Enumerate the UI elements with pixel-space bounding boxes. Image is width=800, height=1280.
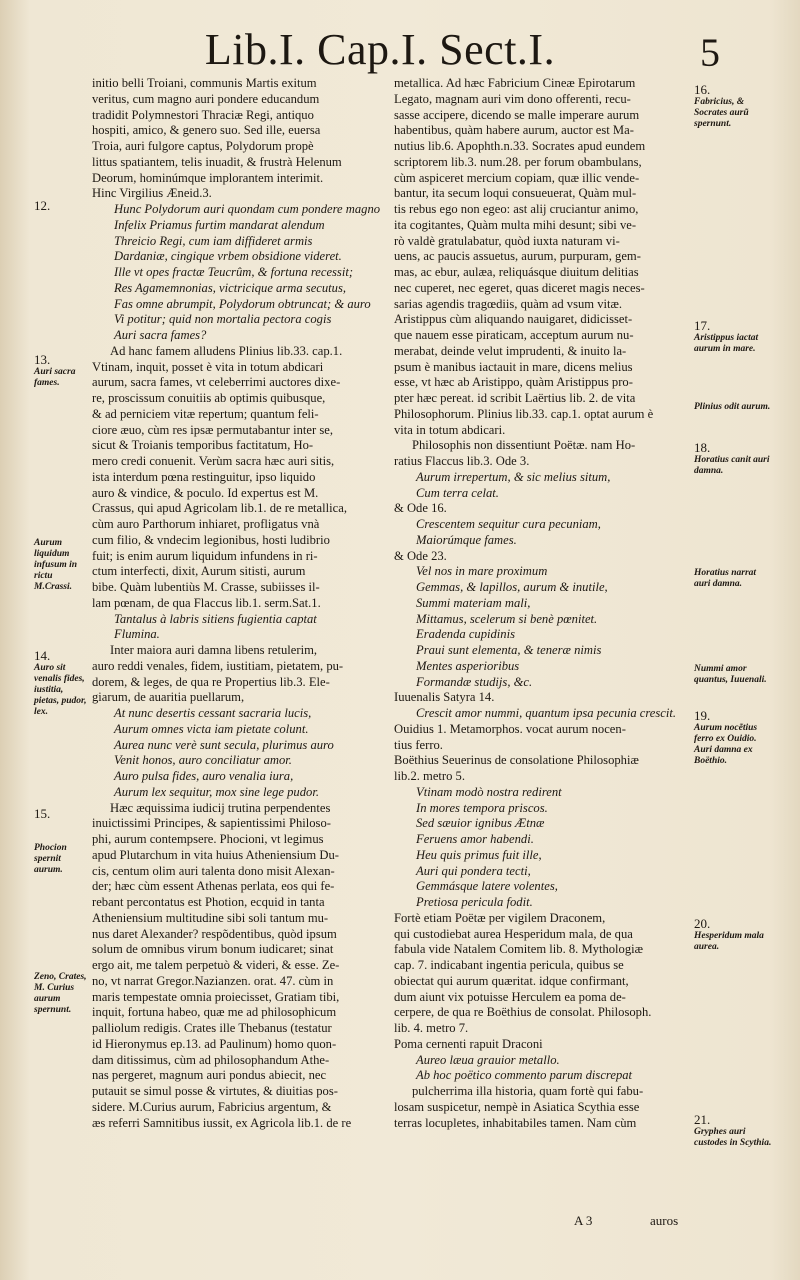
- margin-note: [34, 806, 90, 876]
- text-line: rò valdè gratulabatur, quòd iuxta naturam vi-: [394, 233, 620, 248]
- margin-number: 12.: [34, 198, 51, 213]
- text-line: inquit, fortuna habeo, quæ me ad philosophicum: [92, 1005, 337, 1020]
- text-line: Philosophorum. Plinius lib.33. cap.1. optat aurum è: [394, 406, 654, 421]
- text-line: Vtinam modò nostra redirent: [416, 784, 562, 799]
- text-line: que nauem esse piraticam, acceptum aurum nu-: [394, 328, 634, 342]
- text-line: tius ferro.: [394, 737, 443, 752]
- margin-note: [694, 916, 774, 953]
- text-line: cis, centum olim auri talenta dono misit Alexan-: [92, 863, 335, 878]
- margin-note: [34, 352, 90, 389]
- text-line: cap. 7. indicabant ingentia pericula, quibus se: [394, 958, 624, 972]
- margin-note-text: Zeno, Crates, M. Curius aurum spernunt.: [34, 972, 87, 1015]
- text-line: Auri qui pondera tecti,: [416, 863, 531, 878]
- text-line: maris tempestate omnia proiecisset, Gratiam tibi,: [92, 989, 340, 1004]
- margin-number: 18.: [694, 440, 711, 455]
- text-line: vita in totum abdicari.: [394, 422, 506, 437]
- text-line: Feruens amor habendi.: [416, 832, 534, 846]
- text-line: metallica. Ad hæc Fabricium Cineæ Epirotarum: [394, 76, 636, 90]
- text-line: pulcherrima illa historia, quam fortè qui fabu-: [412, 1084, 644, 1098]
- text-line: Praui sunt elementa, & teneræ nimis: [416, 643, 602, 657]
- text-line: Mentes asperioribus: [416, 658, 520, 673]
- text-line: auro & vindice, & poculo. Id expertus est M.: [92, 485, 319, 500]
- text-line: solum de omnibus virum bonum iudicaret; sinat: [92, 942, 334, 957]
- text-line: Aurum irrepertum, & sic melius situm,: [416, 469, 611, 484]
- text-line: phi, aurum contempsere. Phocioni, vt legimus: [92, 832, 324, 846]
- text-line: Eradenda cupidinis: [416, 627, 515, 642]
- text-line: littus spatiantem, telis inuadit, & frustrà Helenum: [92, 154, 342, 169]
- text-line: sarias agendis tragœdiis, quàm ad vsum vitæ.: [394, 296, 623, 311]
- text-line: cerpere, de qua re Boëthius de consolat. Philosoph.: [394, 1005, 652, 1020]
- text-line: Pretiosa pericula fodit.: [416, 895, 533, 909]
- text-line: Flumina.: [114, 627, 160, 642]
- text-line: bibe. Quàm lubentiùs M. Crasse, subiisses il-: [92, 580, 320, 594]
- text-line: Legato, magnam auri vim dono offerenti, recu-: [394, 91, 631, 106]
- text-line: obiectat qui aurum quæritat. idque confirmant,: [394, 973, 629, 988]
- text-line: giarum, de auaritia puellarum,: [92, 690, 245, 705]
- text-line: Threicio Regi, cum iam diffideret armis: [114, 233, 313, 248]
- text-line: Aristippus cùm aliquando nauigaret, didicisset-: [394, 312, 633, 327]
- text-line: tis rebus ego non egeo: ast alij cruciantur animo,: [394, 202, 639, 216]
- running-header: [0, 22, 800, 82]
- text-line: ctum interfecti, dixit, Aurum sitisti, aurum: [92, 564, 306, 579]
- text-line: Res Agamemnonias, victricique arma secutus,: [114, 280, 347, 295]
- text-line: Infelix Priamus furtim mandarat alendum: [114, 217, 325, 232]
- text-line: Crassus, qui apud Agricolam lib.1. de re metallica,: [92, 501, 347, 516]
- text-line: habentibus, quàm habere aurum, auctor est Ma-: [394, 123, 634, 138]
- text-line: ista interdum pœna restinguitur, ipso liquido: [92, 469, 316, 484]
- text-line: ita cogitantes, Quàm multa mihi desunt; sibi ve-: [394, 217, 637, 232]
- text-line: Ad hanc famem alludens Plinius lib.33. cap.1.: [110, 343, 343, 358]
- page-title: Lib.I. Cap.I. Sect.I.: [204, 25, 556, 74]
- text-line: Iuuenalis Satyra 14.: [394, 690, 495, 705]
- text-line: uens, ac paucis assuetus, aurum, purpuram, gem-: [394, 249, 641, 264]
- margin-note: [694, 318, 774, 355]
- text-line: cùm aspiceret mercium copiam, quæ illic vende-: [394, 170, 640, 185]
- text-line: Troia, auri fulgore captus, Polydorum propè: [92, 139, 314, 153]
- text-line: Aurum omnes victa iam pietate colunt.: [114, 721, 309, 736]
- margin-note: [34, 648, 90, 718]
- text-line: lib.2. metro 5.: [394, 769, 466, 783]
- text-line: auro reddi venales, fidem, iustitiam, pietatem, pu-: [92, 658, 344, 673]
- text-line: Ille vt opes fractæ Teucrûm, & fortuna recessit;: [114, 265, 354, 279]
- margin-note-text: Aurum nocẽtius ferro ex Ouidio. Auri damna ex Boëthio.: [694, 723, 758, 766]
- text-line: Venit honos, auro conciliatur amor.: [114, 753, 292, 768]
- text-line: Fortè etiam Poëtæ per vigilem Draconem,: [394, 910, 606, 925]
- text-line: esse, vt hæc ab Aristippo, quàm Aristippus pro-: [394, 375, 633, 390]
- margin-note-text: Aurum liquidum infusum in rictu M.Crassi.: [34, 538, 78, 592]
- text-line: sicut & Troianis temporibus factitatum, Ho-: [92, 438, 314, 453]
- text-line: æs referri Samnitibus iussit, ex Agricola lib.1. de re: [92, 1115, 352, 1130]
- text-line: initio belli Troiani, communis Martis exitum: [92, 76, 317, 90]
- text-line: Formandæ studijs, &c.: [416, 674, 533, 689]
- margin-note-text: Horatius narrat auri damna.: [694, 568, 757, 589]
- margin-note-text: Fabricius, & Socrates aurũ spernunt.: [694, 97, 749, 129]
- text-line: ratius Flaccus lib.3. Ode 3.: [394, 454, 530, 468]
- margin-note: [34, 972, 90, 1016]
- text-line: Poma cernenti rapuit Draconi: [394, 1036, 543, 1051]
- text-line: In mores tempora priscos.: [416, 800, 548, 815]
- text-line: At nunc desertis cessant sacraria lucis,: [114, 706, 312, 720]
- margin-note: [694, 664, 774, 686]
- text-line: dum aiunt vix potuisse Herculem ea poma de-: [394, 989, 626, 1004]
- text-line: bantur, ita secum loqui consueuerat, Quàm mul-: [394, 186, 637, 201]
- text-line: nus daret Alexander? respõdentibus, quòd ipsum: [92, 926, 337, 941]
- margin-note: [694, 568, 774, 590]
- margin-note-text: Hesperidum mala aurea.: [694, 931, 764, 952]
- text-line: Boëthius Seuerinus de consolatione Philosophiæ: [394, 753, 639, 768]
- text-line: Maiorúmque fames.: [416, 532, 517, 547]
- page-number: 5: [700, 30, 720, 75]
- text-line: Vel nos in mare proximum: [416, 564, 548, 579]
- margin-number: 19.: [694, 708, 711, 723]
- text-line: Gemmásque latere volentes,: [416, 879, 558, 894]
- text-line: Heu quis primus fuit ille,: [416, 847, 542, 862]
- text-line: Hunc Polydorum auri quondam cum pondere magno: [114, 202, 381, 216]
- margin-number: 16.: [694, 82, 711, 97]
- margin-note-text: Auri sacra fames.: [34, 367, 76, 388]
- catchword: auros: [650, 1213, 679, 1228]
- margin-note-text: Plinius odit aurum.: [694, 402, 771, 412]
- text-line: Deorum, hominúmque implorantem interimit.: [92, 170, 324, 185]
- left-text-column: [92, 76, 384, 1131]
- text-line: nec cuperet, nec egeret, quas diceret magis neces-: [394, 280, 645, 295]
- text-line: Crescit amor nummi, quantum ipsa pecunia crescit.: [416, 706, 677, 720]
- margin-note: [34, 198, 90, 213]
- text-line: Atheniensium multitudine sibi soli tantum mu-: [92, 910, 329, 925]
- text-line: Aurum lex sequitur, mox sine lege pudor.: [114, 784, 319, 799]
- text-line: dam ditissimus, cùm ad philosophandum Athe-: [92, 1052, 330, 1067]
- text-line: Hæc æquissima iudicij trutina perpendentes: [110, 800, 331, 815]
- signature-mark: A 3: [574, 1213, 593, 1228]
- text-line: Summi materiam mali,: [416, 595, 531, 610]
- margin-number: 13.: [34, 352, 51, 367]
- text-line: ciore æuo, cùm res ipsæ permutabantur inter se,: [92, 422, 333, 437]
- margin-note: [694, 440, 774, 477]
- text-line: veritus, cum magno auri pondere educandum: [92, 91, 320, 106]
- margin-note-text: Phocion spernit aurum.: [34, 843, 67, 875]
- text-line: Aureo læua grauior metallo.: [416, 1052, 560, 1067]
- margin-number: 14.: [34, 648, 51, 663]
- text-line: merabat, deinde velut imprudenti, & inuito la-: [394, 343, 627, 358]
- text-line: lam pœnam, de qua Flaccus lib.1. serm.Sat.1.: [92, 595, 321, 610]
- margin-note-text: Auro sit venalis fides, iustitia, pietas, pudor, lex.: [34, 663, 87, 717]
- text-line: Tantalus à labris sitiens fugientia captat: [114, 611, 317, 626]
- text-line: dorem, & leges, de qua re Propertius lib.3. Ele-: [92, 674, 330, 689]
- text-line: Vtinam, inquit, posset è vita in totum abdicari: [92, 359, 324, 374]
- text-line: Cum terra celat.: [416, 485, 499, 500]
- text-line: re, proscissum conuitiis ab optimis quibusque,: [92, 391, 326, 405]
- right-text-column: [394, 76, 686, 1131]
- text-line: psum è manibus iactauit in mare, dicens melius: [394, 359, 633, 374]
- text-line: Dardaniæ, cingique vrbem obsidione videret.: [114, 249, 342, 264]
- text-line: nas pergeret, magnum auri pondus abiecit, nec: [92, 1068, 327, 1083]
- text-line: Inter maiora auri damna libens retulerim,: [110, 643, 318, 657]
- text-line: scriptorem lib.3. num.28. per forum obambulans,: [394, 154, 642, 169]
- text-line: Gemmas, & lapillos, aurum & inutile,: [416, 580, 608, 594]
- text-line: losam suspicetur, nempè in Asiatica Scythia esse: [394, 1099, 640, 1114]
- text-line: no, vt narrat Gregor.Nazianzen. orat. 47. cùm in: [92, 973, 334, 988]
- text-line: mas, ac ebur, aulæa, reliquásque diuitum delitias: [394, 265, 639, 279]
- text-line: mero credi conuenit. Verùm sacra hæc auri sitis,: [92, 454, 335, 468]
- text-line: palliolum redigis. Crates ille Thebanus (testatur: [92, 1021, 332, 1035]
- text-line: & ad perniciem vitæ repertum; quantum feli-: [92, 406, 319, 421]
- text-line: tradidit Polymnestori Thraciæ Regi, antiquo: [92, 107, 314, 122]
- text-line: cum filio, & vndecim legionibus, hosti ludibrio: [92, 532, 330, 547]
- margin-note-text: Nummi amor quantus, Iuuenali.: [694, 664, 767, 685]
- text-line: Philosophis non dissentiunt Poëtæ. nam Ho-: [412, 438, 636, 453]
- text-line: terras locupletes, inhabitabiles tamen. Nam cùm: [394, 1115, 637, 1130]
- text-line: Vi potitur; quid non mortalia pectora cogis: [114, 312, 332, 327]
- margin-note: [694, 708, 774, 767]
- text-line: Auri sacra fames?: [114, 328, 207, 342]
- text-line: inuictissimi Principes, & sapientissimi Philoso-: [92, 816, 331, 831]
- text-line: hospiti, amico, & genero suo. Sed ille, euersa: [92, 123, 321, 138]
- text-line: fabula vide Natalem Comitem lib. 8. Mythologiæ: [394, 942, 644, 957]
- margin-number: 15.: [34, 806, 51, 821]
- text-line: Crescentem sequitur cura pecuniam,: [416, 517, 601, 531]
- margin-note-text: Aristippus iactat aurum in mare.: [694, 333, 759, 354]
- text-line: Mittamus, scelerum si benè pœnitet.: [416, 611, 598, 626]
- margin-note: [694, 1112, 774, 1149]
- text-line: qui custodiebat aurea Hesperidum mala, de qua: [394, 926, 633, 941]
- text-line: Auro pulsa fides, auro venalia iura,: [114, 769, 294, 783]
- text-line: Ab hoc poëtico commento parum discrepat: [416, 1068, 633, 1083]
- margin-note: [34, 538, 90, 593]
- margin-number: 21.: [694, 1112, 711, 1127]
- text-line: fuit; is enim aurum liquidum infundens in ri-: [92, 548, 318, 563]
- margin-note: [694, 82, 774, 130]
- text-line: Sed sæuior ignibus Ætnæ: [416, 816, 545, 831]
- text-line: putauit se simul posse & virtutes, & diuitias pos-: [92, 1084, 338, 1098]
- text-line: aurum, sacra fames, vt celeberrimi auctores dixe-: [92, 375, 341, 390]
- margin-number: 20.: [694, 916, 711, 931]
- text-line: sasse accipere, dicendo se malle imperare aurum: [394, 107, 640, 122]
- text-line: apud Plutarchum in vita huius Atheniensium Du-: [92, 847, 339, 862]
- text-line: & Ode 16.: [394, 501, 447, 516]
- margin-note: [694, 402, 774, 413]
- text-line: & Ode 23.: [394, 548, 447, 563]
- text-line: der; hæc cùm essent Athenas perlata, eos qui fe-: [92, 879, 335, 894]
- text-line: cùm auro Parthorum inhiaret, profligatus vnà: [92, 517, 320, 531]
- margin-note-text: Horatius canit auri damna.: [694, 455, 770, 476]
- text-line: Aurea nunc verè sunt secula, plurimus auro: [114, 737, 334, 752]
- margin-note-text: Gryphes auri custodes in Scythia.: [694, 1127, 772, 1148]
- text-line: ergo ait, me talem perpetuò & videri, & esse. Ze-: [92, 958, 340, 972]
- text-line: pter hæc pereat. id scribit Laërtius lib. 2. de vita: [394, 391, 636, 405]
- text-line: rebant percontatus est Photion, ecquid in tanta: [92, 895, 325, 909]
- text-line: Fas omne abrumpit, Polydorum obtruncat; & auro: [114, 296, 371, 311]
- margin-number: 17.: [694, 318, 711, 333]
- text-line: lib. 4. metro 7.: [394, 1021, 469, 1035]
- text-line: sidere. M.Curius aurum, Fabricius argentum, &: [92, 1099, 332, 1114]
- text-line: Hinc Virgilius Æneid.3.: [92, 186, 212, 201]
- text-line: id Hieronymus ep.13. ad Paulinum) homo quon-: [92, 1036, 337, 1051]
- text-line: Ouidius 1. Metamorphos. vocat aurum nocen-: [394, 721, 626, 736]
- text-line: nutius lib.6. Apophth.n.33. Socrates apud eundem: [394, 139, 646, 153]
